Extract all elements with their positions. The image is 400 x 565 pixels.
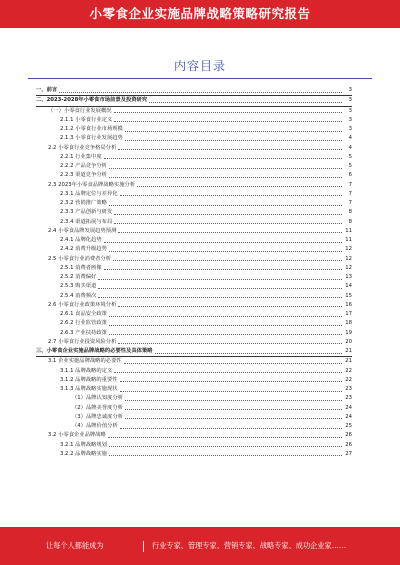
toc-leader-dots [155,352,342,354]
toc-entry[interactable] [36,208,352,217]
toc-leader-dots [114,371,342,373]
toc-leader-dots [98,278,342,280]
toc-entry[interactable] [36,153,352,162]
toc-entry-label: 3.1 企业实施品牌战略的必要性 [48,358,122,365]
toc-leader-dots [109,324,342,326]
toc-leader-dots [125,417,342,419]
toc-leader-dots [118,231,342,233]
toc-leader-dots [109,167,342,169]
toc-entry[interactable] [36,394,352,403]
toc-entry-page: 26 [345,432,352,439]
toc-entry-page: 23 [345,395,352,402]
toc-entry-page: 11 [345,227,352,234]
toc-entry-label: 3.1.3 品牌战略实施现状 [60,386,118,392]
toc-entry-label: 2.1.1 小零食行业定义 [60,116,113,123]
toc-entry-label: 2.1.3 小零食行业发展趋势 [60,135,123,142]
toc-entry-page: 7 [348,200,352,206]
toc-leader-dots [118,148,342,150]
toc-entry-label: 2.4 小零食品牌发展趋势预测 [48,227,117,234]
toc-entry-label: 2.2.3 渠道竞争分析 [60,172,107,179]
toc-entry[interactable] [36,107,352,116]
toc-entry-label: 2.3 2023年小零食品牌战略实施分析 [48,181,136,188]
toc-entry-label: 2.5.2 消费偏好 [60,274,97,280]
toc-entry-page: 23 [345,386,352,392]
toc-entry[interactable] [36,171,352,180]
toc-entry-label: 2.3.1 品牌定位与差异化 [60,190,118,197]
toc-entry[interactable] [36,282,352,291]
toc-entry-page: 22 [345,376,352,383]
toc-leader-dots [109,454,342,456]
footer-divider [143,541,144,552]
toc-leader-dots [125,408,342,410]
toc-entry[interactable] [36,367,352,376]
toc-entry[interactable] [36,116,352,125]
toc-entry-page: 3 [348,126,352,132]
toc-entry-page: 20 [345,338,352,345]
toc-entry[interactable] [36,319,352,328]
toc-entry[interactable] [36,125,352,134]
toc-entry-label: （1）品牌认知度分析 [72,395,124,402]
toc-entry[interactable] [36,218,352,227]
toc-leader-dots [109,333,342,335]
toc-entry-label: 2.6.1 食品安全政策 [60,311,107,317]
toc-entry[interactable] [36,441,352,450]
footer-tagline: 行业专家、管理专家、营销专家、战略专家、成功企业家…… [152,541,347,550]
toc-entry-label: 2.3.3 产品创新与研发 [60,209,113,216]
toc-leader-dots [98,296,342,298]
toc-leader-dots [114,213,342,215]
toc-entry[interactable] [36,264,352,273]
toc-entry-page: 21 [345,358,352,365]
toc-entry-page: 14 [345,283,352,290]
toc-entry-page: 3 [348,116,352,123]
toc-entry-page: 12 [345,246,352,253]
header-bar [0,0,400,28]
toc-leader-dots [104,157,342,159]
report-title: 小零食企业实施品牌战略策略研究报告 [89,6,311,21]
toc-entry-label: 2.4.1 品牌化趋势 [60,237,102,243]
toc-leader-dots [108,436,342,438]
toc-entry[interactable] [36,376,352,385]
toc-entry-page: 19 [345,329,352,336]
toc-leader-dots [109,176,342,178]
toc-entry-page: 21 [345,348,352,354]
toc-heading: 内容目录 [173,59,226,73]
toc-entry-label: 2.6.2 行业监管政策 [60,320,107,327]
toc-entry[interactable] [36,422,352,431]
toc-entry-page: 16 [345,301,352,308]
toc-entry-page: 24 [345,413,352,420]
toc-leader-dots [125,399,342,401]
toc-entry[interactable] [36,144,352,153]
toc-leader-dots [109,315,342,317]
toc-entry[interactable] [36,86,352,96]
toc-entry-page: 11 [345,237,352,243]
toc-leader-dots [118,342,342,344]
toc-leader-dots [120,194,342,196]
table-of-contents [36,86,352,459]
toc-entry-label: 2.5.3 购买渠道 [60,283,97,290]
toc-entry[interactable] [36,96,352,106]
toc-entry[interactable] [36,357,352,366]
toc-entry-label: 2.5.4 消费频次 [60,292,97,299]
toc-entry[interactable] [36,431,352,440]
toc-leader-dots [104,268,342,270]
toc-entry-page: 24 [345,404,352,411]
toc-entry[interactable] [36,310,352,319]
toc-entry-page: 15 [345,292,352,299]
toc-entry-label: 2.3.4 渠道拓展与布局 [60,218,113,225]
toc-entry[interactable] [36,255,352,264]
toc-entry-label: 2.2 小零食行业竞争格局分析 [48,144,117,151]
toc-leader-dots [114,111,342,113]
toc-entry[interactable] [36,273,352,282]
footer-bar [0,527,400,565]
toc-heading-rule [28,78,372,79]
toc-entry[interactable] [36,190,352,199]
toc-leader-dots [120,427,342,429]
toc-entry-label: 一、前言 [36,87,58,93]
toc-entry-label: （4）品牌价值分析 [72,423,118,429]
toc-entry-page: 8 [348,218,352,225]
toc-leader-dots [125,139,342,141]
toc-entry-page: 25 [345,423,352,429]
toc-entry[interactable] [36,292,352,301]
toc-leader-dots [113,259,342,261]
toc-entry[interactable] [36,338,352,347]
toc-entry-label: （一）小零食行业发展概况 [48,107,112,114]
toc-entry-label: 2.4.2 消费升级趋势 [60,246,107,253]
toc-entry-page: 5 [348,153,352,160]
toc-entry-label: 2.2.2 产品竞争分析 [60,163,107,169]
toc-entry[interactable] [36,347,352,357]
toc-entry-label: （2）品牌美誉度分析 [72,404,124,411]
toc-leader-dots [149,101,342,103]
toc-entry-label: 三、小零食企业实施品牌战略的必要性及具体策略 [36,348,153,354]
toc-leader-dots [109,250,342,252]
toc-entry[interactable] [36,413,352,422]
toc-entry-label: 2.2.1 行业集中度 [60,153,102,160]
toc-entry-page: 13 [345,274,352,280]
toc-entry-label: 2.6 小零食行业政策环境分析 [48,301,117,308]
toc-entry[interactable] [36,134,352,143]
toc-leader-dots [114,120,342,122]
toc-entry-label: 2.5 小零食行业消费者分析 [48,255,112,262]
toc-entry-label: 3.1.2 品牌战略的重要性 [60,376,118,383]
toc-entry-label: 3.1.1 品牌战略的定义 [60,367,113,374]
toc-entry[interactable] [36,245,352,254]
toc-entry-page: 17 [345,311,352,317]
footer-slogan: 让每个人都能成为 [46,541,104,550]
toc-leader-dots [118,305,342,307]
toc-entry-page: 3 [348,107,352,114]
toc-entry[interactable] [36,162,352,171]
toc-entry-page: 3 [348,97,352,104]
toc-entry[interactable] [36,301,352,310]
toc-entry-page: 4 [348,135,352,142]
toc-entry-label: 3.2.1 品牌战略规划 [60,441,107,448]
toc-leader-dots [120,390,342,392]
toc-entry-label: 3.2 小零食企业品牌战略 [48,432,106,439]
toc-entry-page: 4 [348,144,352,151]
toc-entry-page: 3 [348,87,352,93]
toc-leader-dots [109,204,342,206]
toc-entry-page: 27 [345,450,352,457]
toc-entry-page: 6 [348,172,352,179]
toc-entry-page: 12 [345,255,352,262]
toc-leader-dots [104,241,342,243]
toc-leader-dots [125,130,342,132]
toc-entry-label: 3.2.2 品牌战略实施 [60,450,107,457]
toc-entry[interactable] [36,329,352,338]
toc-entry-page: 7 [348,190,352,197]
toc-entry-label: 2.6.3 产业扶持政策 [60,329,107,336]
toc-entry-page: 22 [345,367,352,374]
toc-leader-dots [120,380,342,382]
toc-leader-dots [137,185,342,187]
toc-leader-dots [98,287,342,289]
toc-entry[interactable] [36,227,352,236]
toc-entry-page: 26 [345,441,352,448]
toc-entry-label: 2.7 小零食行业投资风险分析 [48,338,117,345]
toc-entry-label: 2.5.1 消费者画像 [60,264,102,271]
toc-entry[interactable] [36,404,352,413]
toc-leader-dots [59,91,342,93]
toc-entry[interactable] [36,450,352,459]
toc-leader-dots [109,445,342,447]
toc-entry-page: 7 [348,181,352,188]
toc-leader-dots [114,222,342,224]
toc-entry-label: （3）品牌忠诚度分析 [72,413,124,420]
toc-entry-page: 5 [348,163,352,169]
toc-entry[interactable] [36,385,352,394]
toc-entry-page: 12 [345,264,352,271]
toc-entry-label: 2.1.2 小零食行业市场规模 [60,126,123,132]
toc-entry-page: 18 [345,320,352,327]
toc-entry-label: 二、2023-2028年小零食市场前景及投资研究 [36,97,148,104]
toc-leader-dots [124,362,342,364]
toc-entry-page: 8 [348,209,352,216]
toc-entry[interactable] [36,199,352,208]
toc-entry-label: 2.3.2 营销推广策略 [60,200,107,206]
toc-entry[interactable] [36,181,352,190]
toc-entry[interactable] [36,236,352,245]
